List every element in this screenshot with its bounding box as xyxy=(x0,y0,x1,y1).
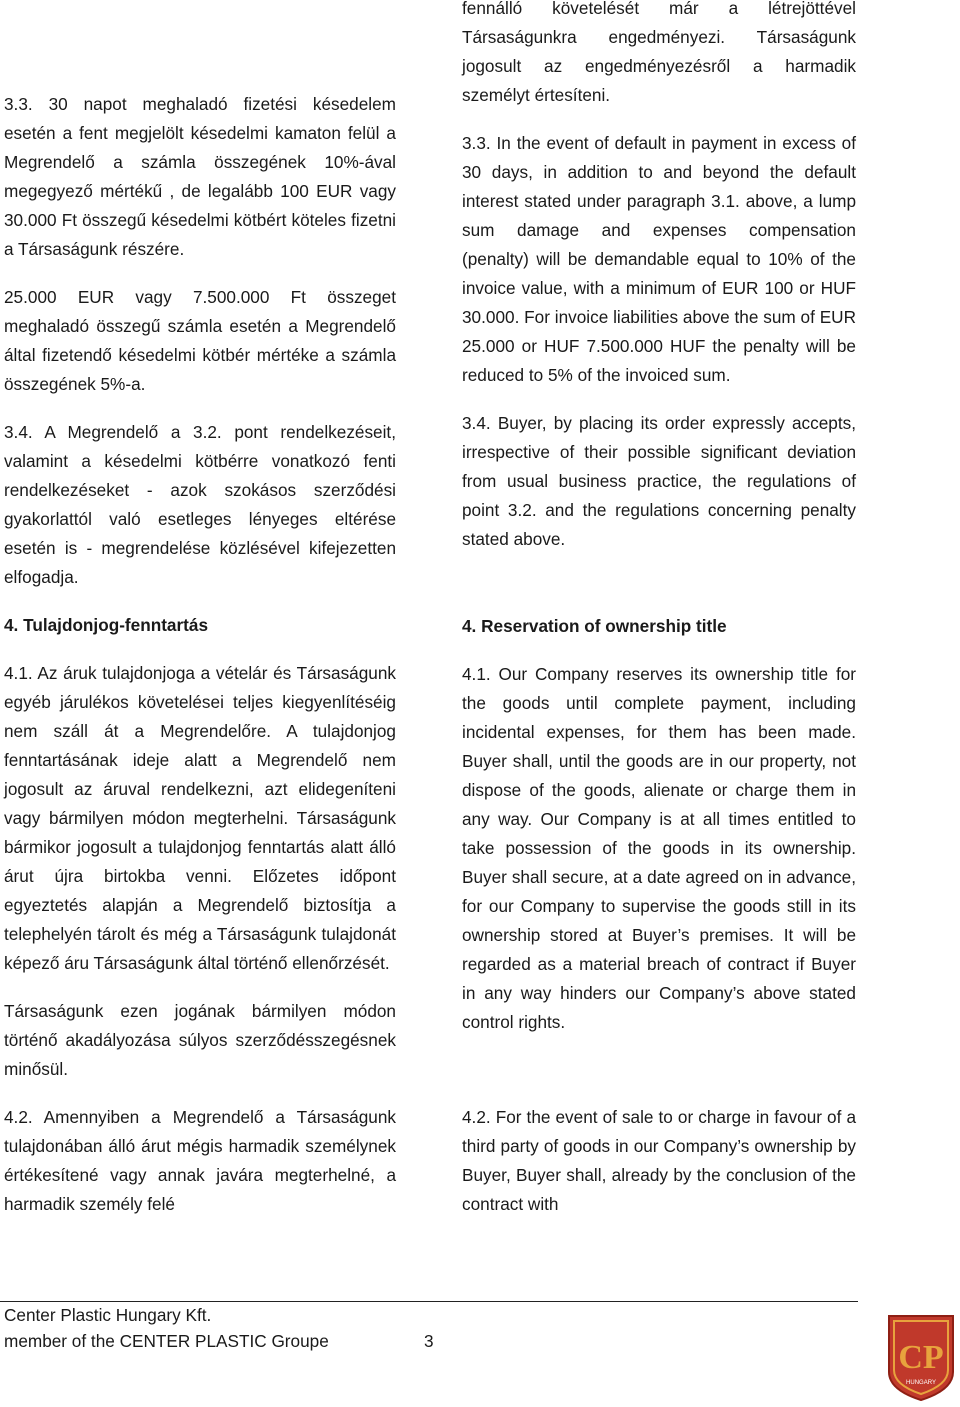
paragraph-4-1-en: 4.1. Our Company reserves its ownership title for the goods until complete payment, including incidental expenses, for them has been made. Buyer shall, until the goods are in our property, not dispose of the goods, alienate or charge them in any way. Our Company is at all times entitled to take possession of the goods in its ownership. Buyer shall secure, at a date agreed on in advance, for our Company to supervise the goods still in its ownership stored at Buyer’s premises. It will be regarded as a material breach of contract if Buyer in any way hinders our Company’s above stated control rights. xyxy=(462,664,856,1032)
left-column-hungarian xyxy=(4,0,396,1219)
paragraph-3-3-en: 3.3. In the event of default in payment in excess of 30 days, in addition to and beyond the default interest stated under paragraph 3.1. above, a lump sum damage and expenses compensation (penalty) will be demandable equal to 10% of the invoice value, with a minimum of EUR 100 or HUF 30.000. For invoice liabilities above the sum of EUR 25.000 or HUF 7.500.000 HUF the penalty will be reduced to 5% of the invoiced sum. xyxy=(462,133,856,385)
paragraph-3-4-en: 3.4. Buyer, by placing its order expressly accepts, irrespective of their possible significant deviation from usual business practice, the regulations of point 3.2. and the regulations concerning penalty stated above. xyxy=(462,413,856,549)
footer-member: member of the CENTER PLASTIC Groupe xyxy=(4,1331,329,1351)
center-plastic-logo-icon xyxy=(884,1312,958,1402)
paragraph-3-3b-hu: 25.000 EUR vagy 7.500.000 Ft összeget meghaladó összegű számla esetén a Megrendelő által fizetendő késedelmi kötbér mértéke a számla összegének 5%-a. xyxy=(4,287,396,394)
paragraph-3-3-hu: 3.3. 30 napot meghaladó fizetési késedelem esetén a fent megjelölt késedelmi kamaton felül a Megrendelő a számla összegének 10%-ával megegyező mértékű , de legalább 100 EUR vagy 30.000 Ft összegű késedelmi kötbért köteles fizetni a Társaságunk részére. xyxy=(4,94,396,259)
paragraph-4-1b-hu: Társaságunk ezen jogának bármilyen módon történő akadályozása súlyos szerződésszegésnek minősül. xyxy=(4,1001,396,1079)
logo-letters: CP xyxy=(898,1339,944,1376)
heading-4-en: 4. Reservation of ownership title xyxy=(462,616,727,636)
page-number: 3 xyxy=(424,1331,434,1351)
logo-subtext: HUNGARY xyxy=(906,1380,936,1386)
footer-divider xyxy=(0,1301,858,1302)
paragraph-4-1-hu: 4.1. Az áruk tulajdonjoga a vételár és Társaságunk egyéb járulékos követelései teljes kiegyenlítéséig nem száll át a Megrendelőre. A tulajdonjog fenntartásának ideje alatt a Megrendelő nem jogosult az áruval rendelkezni, azt elidegeníteni vagy bármilyen módon megterhelni. Társaságunk bármikor jogosult a tulajdonjog fenntartás alatt álló árut újra birtokba venni. Előzetes időpont egyeztetés alapján a Megrendelő biztosítja a telephelyén tárolt és még a Társaságunk tulajdonát képező áru Társaságunk által történő ellenőrzését. xyxy=(4,663,396,973)
footer-company: Center Plastic Hungary Kft. xyxy=(4,1305,212,1325)
paragraph-3-4-hu: 3.4. A Megrendelő a 3.2. pont rendelkezéseit, valamint a késedelmi kötbérre vonatkozó fenti rendelkezéseket - azok szokásos szerződési gyakorlattól való esetleges lényeges eltérése esetén is - megrendelése közlésével kifejezetten elfogadja. xyxy=(4,422,396,587)
heading-4-hu: 4. Tulajdonjog-fenntartás xyxy=(4,615,209,635)
paragraph-4-2-hu: 4.2. Amennyiben a Megrendelő a Társaságunk tulajdonában álló árut mégis harmadik személynek értékesítené vagy annak javára megterhelné, a harmadik személy felé xyxy=(4,1107,396,1214)
paragraph-4-2-en: 4.2. For the event of sale to or charge in favour of a third party of goods in our Company’s ownership by Buyer, Buyer shall, already by the conclusion of the contract with xyxy=(462,1107,856,1214)
right-column-english xyxy=(462,0,856,1219)
paragraph-continuation-hu: fennálló követelését már a létrejöttével Társaságunkra engedményezi. Társaságunk jogosult az engedményezésről a harmadik személyt értesíteni. xyxy=(462,0,856,105)
